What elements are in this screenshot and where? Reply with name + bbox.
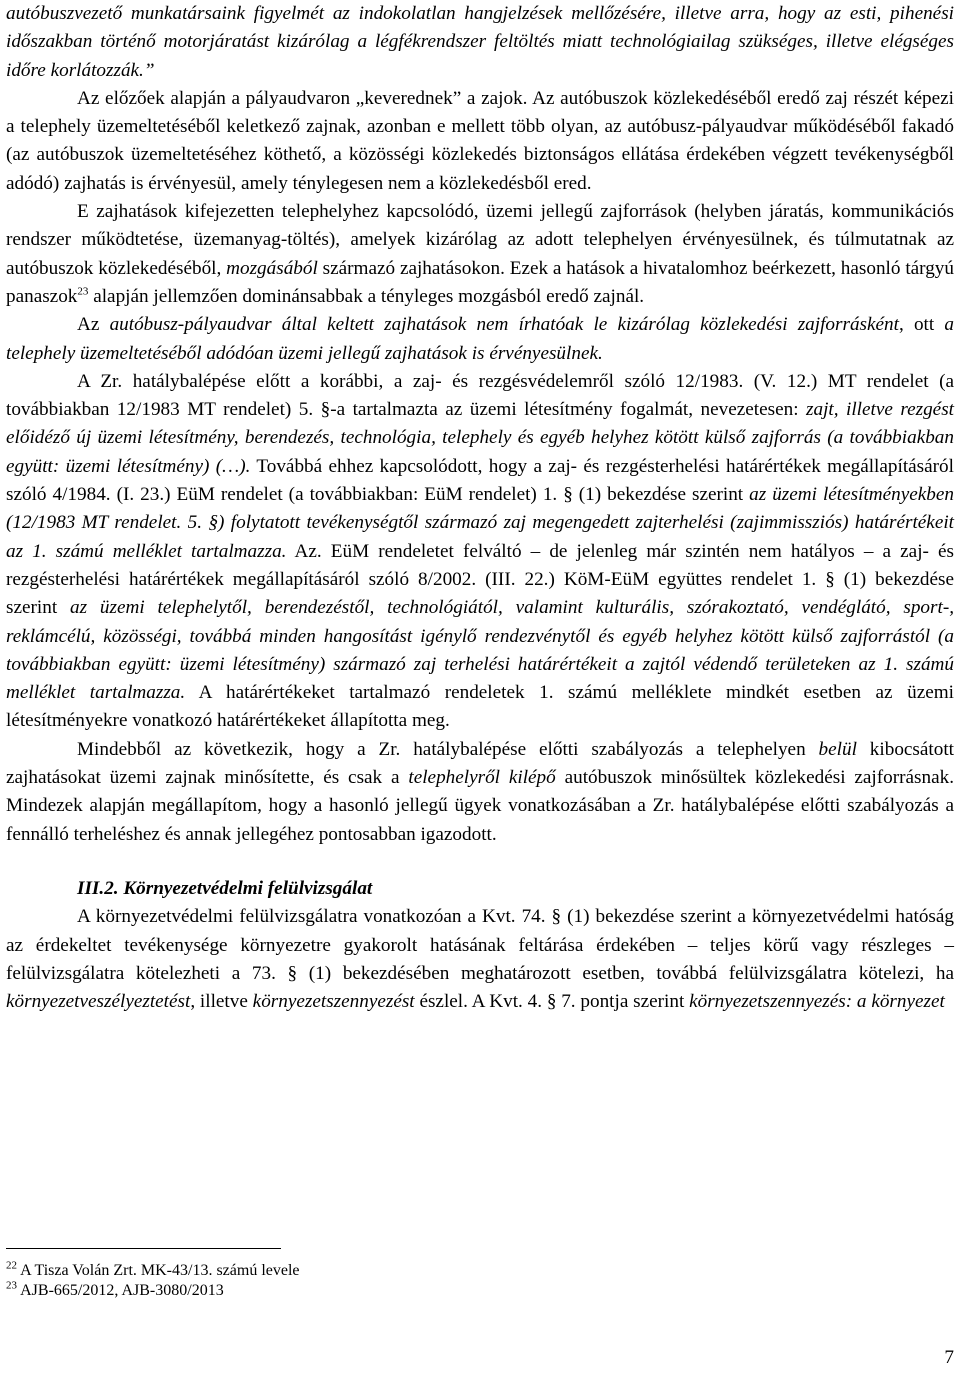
paragraph-consequence bbox=[6, 736, 954, 849]
section-spacer bbox=[6, 849, 954, 875]
footnote-number: 22 bbox=[6, 1259, 17, 1272]
quote-text: autóbuszvezető munkatársaink figyelmét az indokolatlan hangjelzések mellőzésére, illetve arra, hogy az esti, pihenési időszakban történő motorjáratást kizárólag a légfékrendszer feltöltés miatt technológiailag szükséges, illetve elégséges időre korlátozzák.” bbox=[6, 3, 954, 81]
text-run: alapján jellemzően dominánsabbak a tényleges mozgásból eredő zajnál. bbox=[88, 285, 645, 307]
text-run: , illetve bbox=[190, 991, 253, 1013]
emphasis-text: környezetszennyezés: a környezet bbox=[689, 991, 945, 1013]
text-run: A környezetvédelmi felülvizsgálatra vonatkozóan a Kvt. 74. § (1) bekezdése szerint a környezetvédelmi hatóság az érdekeltet tevékenysége környezetre gyakorolt hatásának feltárása érdekében – teljes körű vagy részleges – felülvizsgálatra kötelezheti a 73. § (1) bekezdésében meghatározott esetben, továbbá felülvizsgálatra kötelezi, ha bbox=[6, 906, 954, 984]
paragraph-site-noise-sources bbox=[6, 198, 954, 311]
footnote-ref: 23 bbox=[77, 285, 89, 298]
text-run: Továbbá ehhez kapcsolódott, hogy a zaj- és rezgésterhelési határértékek megállapításáról szóló 4/1984. (I. 23.) EüM rendelet (a továbbiakban: EüM rendelet) 1. § (1) bekezdése szerint bbox=[6, 455, 954, 506]
text-run: autóbuszok minősültek közlekedési zajforrásnak. Mindezek alapján megállapítom, hogy a hasonló jellegű ügyek vonatkozásában a Zr. hatálybalépése előtti szabályozás a fennálló terheléshez és annak jellegéhez pontosabban igazodott. bbox=[6, 767, 954, 845]
text-run: E zajhatások kifejezetten telephelyhez kapcsolódó, üzemi jellegű zajforrások (helyben járatás, kommunikációs rendszer működtetése, üzemanyag-töltés), amelyek kizárólag az adott telephelyen érvényesülnek, és túlmutatnak az autóbuszok közlekedéséből, bbox=[6, 201, 954, 279]
emphasis-text: zajt, illetve rezgést előidéző új üzemi létesítmény, berendezés, technológia, telephely és egyéb helyhez kötött külső zajforrás (a továbbiakban együtt: üzemi létesítmény) (…). bbox=[6, 399, 954, 477]
text-run: Mindebből az következik, hogy a Zr. hatálybalépése előtti szabályozás a telephelyen bbox=[77, 738, 819, 760]
emphasis-text: az üzemi létesítményekben (12/1983 MT rendelet. 5. §) folytatott tevékenységtől származó zaj megengedett zajterhelési (zajimmissziós) határértékeit az 1. számú melléklet tartalmazza. bbox=[6, 484, 954, 562]
footnote-number: 23 bbox=[6, 1279, 17, 1292]
text-run: kibocsátott zajhatásokat üzemi zajnak minősítette, és csak a bbox=[6, 738, 954, 789]
text-run: származó zajhatásokon. Ezek a hatások a hivatalomhoz beérkezett, hasonló tárgyú panaszok bbox=[6, 257, 954, 307]
paragraph-continuation bbox=[6, 0, 954, 85]
footnote bbox=[6, 1261, 954, 1281]
emphasis-text: környezetveszélyeztetést bbox=[6, 991, 191, 1013]
text-run: észlel. A Kvt. 4. § 7. pontja szerint bbox=[414, 991, 690, 1013]
document-page bbox=[6, 0, 954, 1016]
text-run: , ott bbox=[898, 314, 945, 336]
text-run: A határértékeket tartalmazó rendeletek 1. számú melléklete mindkét esetben az üzemi létesítményekre vonatkozó határértékeket állapította meg. bbox=[6, 682, 954, 732]
emphasis-text: belül bbox=[818, 738, 857, 760]
footnote-divider bbox=[6, 1248, 281, 1249]
paragraph-environmental-review bbox=[6, 903, 954, 1016]
text-run: Az. EüM rendeletet felváltó – de jelenleg már szintén nem hatályos – a zaj- és rezgésterhelési határértékek megállapításáról szóló 8/2002. (III. 22.) KöM-EüM együttes rendelet 1. § (1) bekezdése szerint bbox=[6, 540, 954, 619]
text-run: A Zr. hatálybalépése előtt a korábbi, a zaj- és rezgésvédelemről szóló 12/1983. (V. 12.) MT rendelet (a továbbiakban 12/1983 MT rendelet) 5. §-a tartalmazta az üzemi létesítmény fogalmát, nevezetesen: bbox=[6, 370, 954, 421]
footnote-text: AJB-665/2012, AJB-3080/2013 bbox=[20, 1282, 224, 1299]
footnotes bbox=[6, 1248, 954, 1301]
emphasis-text: az üzemi telephelytől, berendezéstől, technológiától, valamint kulturális, szórakoztató, vendéglátó, sport-, reklámcélú, közösségi, továbbá minden hangosítást igénylő rendezvénytől és egyéb helyhez kötött külső zajforrástól (a továbbiakban együtt: üzemi létesítmény) származó zaj terhelési határértékeit a zajtól védendő területeken az 1. számú melléklet tartalmazza. bbox=[6, 597, 954, 704]
paragraph-legal-history bbox=[6, 368, 954, 736]
text-run: Az bbox=[77, 314, 110, 336]
page-number: 7 bbox=[944, 1347, 954, 1368]
footnote bbox=[6, 1281, 954, 1301]
emphasis-text: telephelyről kilépő bbox=[408, 767, 556, 789]
paragraph-noise-mixing: Az előzőek alapján a pályaudvaron „keverednek” a zajok. Az autóbuszok közlekedéséből eredő zaj részét képezi a telephely üzemeltetéséből keletkező zajnak, azonban e mellett több olyan, az autóbusz-pályaudvar működéséből fakadó (az autóbuszok üzemeltetéséhez köthető, a közösségi közlekedés biztonságos ellátása érdekében végzett tevékenységből adódó) zajhatás is érvényesül, amely ténylegesen nem a közlekedésből ered. bbox=[6, 87, 954, 194]
section-heading: III.2. Környezetvédelmi felülvizsgálat bbox=[77, 877, 373, 899]
emphasis-text: környezetszennyezést bbox=[252, 991, 415, 1013]
footnote-text: A Tisza Volán Zrt. MK-43/13. számú levele bbox=[20, 1262, 300, 1279]
paragraph-conclusion-italic bbox=[6, 311, 954, 368]
emphasis-text: autóbusz-pályaudvar által keltett zajhatások nem írhatóak le kizárólag közlekedési zajforrásként bbox=[109, 314, 899, 336]
emphasis-text: a telephely üzemeltetéséből adódóan üzemi jellegű zajhatások is érvényesülnek. bbox=[6, 314, 954, 364]
emphasis-text: mozgásából bbox=[226, 257, 318, 279]
